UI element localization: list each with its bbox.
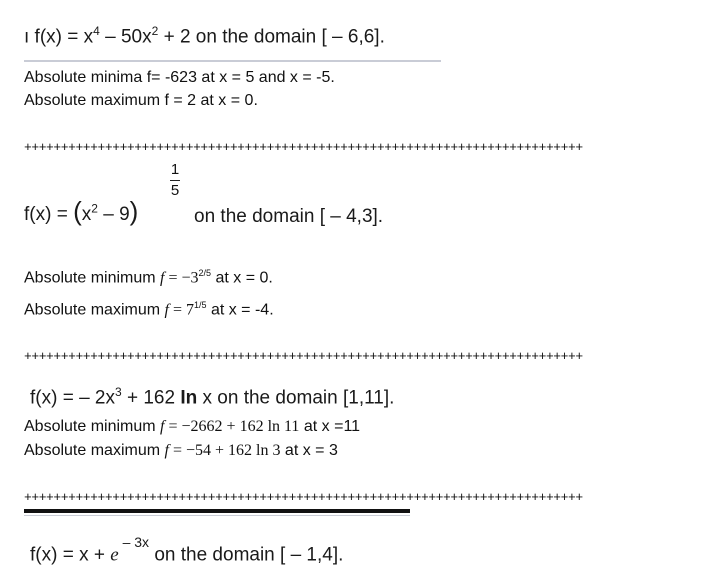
problem1-prefix: ı f(x) = x [24, 26, 94, 48]
separator-2: ++++++++++++++++++++++++++++++++++++++++++++++++++++++++++++++++++++++++++++ [24, 349, 583, 364]
problem3-min-f: f [160, 418, 165, 435]
problem2-paren-open: ( [73, 196, 82, 226]
problem1-exp2: 2 [151, 24, 159, 38]
thin-divider [24, 515, 410, 516]
problem3-ln: In [180, 387, 198, 409]
problem3-min-expr: = −2662 + 162 ln 11 [164, 418, 300, 435]
problem3-suffix: x on the domain [1,11]. [197, 387, 395, 409]
problem1-mid: – 50x [99, 26, 152, 48]
problem2-function [24, 196, 138, 227]
problem2-min-label: Absolute minimum [24, 269, 161, 287]
problem1-suffix: + 2 on the domain [ – 6,6]. [158, 26, 385, 48]
problem4-function [30, 534, 344, 566]
separator-1: ++++++++++++++++++++++++++++++++++++++++++++++++++++++++++++++++++++++++++++ [24, 140, 583, 155]
problem2-frac-bar [170, 180, 180, 181]
problem3-max-expr: = −54 + 162 ln 3 [168, 442, 281, 459]
problem3-function [30, 385, 394, 409]
problem1-underline [24, 60, 441, 62]
problem2-exponent-fraction [170, 162, 180, 199]
problem2-domain: on the domain [ – 4,3]. [194, 206, 384, 227]
problem4-prefix: f(x) = x + [30, 544, 111, 566]
problem2-base-rest: – 9 [97, 204, 130, 225]
problem2-max-rest: at x = -4. [206, 301, 274, 319]
problem3-min-rest: at x =11 [299, 418, 361, 435]
separator-3: ++++++++++++++++++++++++++++++++++++++++++++++++++++++++++++++++++++++++++++ [24, 490, 583, 505]
problem3-mid: + 162 [121, 387, 181, 409]
problem2-frac-num: 1 [170, 161, 180, 178]
problem3-exp: 3 [115, 385, 122, 399]
problem2-max-f: f [164, 301, 169, 319]
problem3-max-label: Absolute maximum [24, 442, 165, 459]
problem2-base-exp: 2 [91, 201, 98, 216]
problem2-maximum [24, 300, 274, 319]
problem2-base: x [81, 204, 92, 225]
problem2-lhs: f(x) = [24, 204, 74, 225]
problem2-frac-den: 5 [170, 182, 180, 199]
problem4-e: e [110, 544, 119, 566]
problem1-minimum: Absolute minima f= -623 at x = 5 and x = -5. [24, 69, 335, 86]
problem2-max-eq: = 7 [168, 301, 194, 319]
problem2-min-rest: at x = 0. [211, 269, 273, 287]
problem3-max-rest: at x = 3 [280, 442, 338, 459]
problem1-function [24, 24, 385, 48]
problem2-paren-close: ) [129, 196, 139, 226]
problem2-max-label: Absolute maximum [24, 301, 165, 319]
problem3-prefix: f(x) = – 2x [30, 387, 115, 409]
problem3-maximum [24, 442, 338, 460]
problem2-max-frac: 1/5 [193, 300, 207, 310]
problem2-min-f: f [160, 269, 165, 287]
problem3-minimum [24, 418, 360, 436]
problem1-maximum: Absolute maximum f = 2 at x = 0. [24, 92, 258, 109]
problem3-min-label: Absolute minimum [24, 418, 161, 435]
problem2-min-eq: = −3 [164, 269, 199, 287]
problem4-suffix: on the domain [ – 1,4]. [149, 544, 344, 566]
problem2-min-frac: 2/5 [198, 268, 212, 278]
problem1-exp1: 4 [93, 24, 100, 38]
problem4-exp: – 3x [118, 534, 150, 550]
problem3-max-f: f [164, 442, 169, 459]
problem2-minimum [24, 268, 273, 287]
thick-divider [24, 509, 410, 513]
